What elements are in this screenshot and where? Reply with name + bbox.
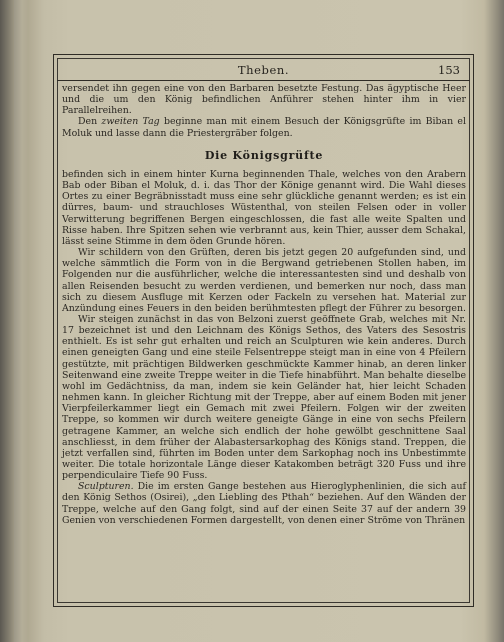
running-title: Theben.: [237, 63, 290, 77]
paragraph: Wir steigen zunächst in das von Belzoni zuerst geöffnete Grab, welches mit Nr. 17 bezeichnet ist und den Leichnam des Königs Sethos, des Vaters des Sesostris enthielt. Es ist sehr gut erhalten und reich an Sculpturen wie kein anderes. Durch einen geneigten Gang und eine steile Felsentreppe steigt man in eine von 4 Pfeilern gestützte, mit prächtigen Bildwerken geschmückte Kammer hinab, an deren linker Seitenwand eine zweite Treppe weiter in die Tiefe hinabführt. Man behalte dieselbe wohl im Gedächtniss, da man, indem sie kein Geländer hat, hier leicht Schaden nehmen kann. In gleicher Richtung mit der Treppe, aber auf einem Boden mit jener Vierpfeilerkammer liegt ein Gemach mit zwei Pfeilern. Folgen wir der zweiten Treppe, so kommen wir durch weitere geneigte Gänge in eine von sechs Pfeilern getragene Kammer, an welche sich endlich der hohe gewölbt geschnittene Saal anschliesst, in dem früher der Alabastersarkophag des Königs stand. Treppen, die jetzt verfallen sind, führten im Boden unter dem Sarkophag noch ins Unbestimmte weiter. Die totale horizontale Länge dieser Katakomben beträgt 320 Fuss und ihre perpendiculaire Tiefe 90 Fuss.: [62, 313, 466, 482]
binding-edge: [0, 0, 14, 642]
paragraph: Wir schildern von den Grüften, deren bis jetzt gegen 20 aufgefunden sind, und welche sämmtlich die Form von in die Bergwand getriebenen Stollen haben, im Folgenden nur die ausführlicher, welche die interessantesten sind und deshalb von allen Reisenden besucht zu werden verdienen, und bemerken nur noch, dass man sich zu diesem Ausfluge mit Kerzen oder Fackeln zu versehen hat. Material zur Anzündung eines Feuers in den beiden berühmtesten pflegt der Führer zu besorgen.: [62, 247, 467, 314]
body-text: [62, 83, 466, 526]
paragraph: [62, 481, 466, 526]
running-header: [53, 60, 474, 82]
paragraph: [62, 116, 466, 138]
paragraph: befinden sich in einem hinter Kurna beginnenden Thale, welches von den Arabern Bab oder Biban el Moluk, d. i. das Thor der Könige genannt wird. Die Wahl dieses Ortes zu einer Begräbnisstadt muss eine sehr glückliche genannt werden; es ist ein dürres, baum- und strauchloses Wüstenthal, von steilen Felsen oder in voller Verwitterung begriffenen Bergen eingeschlossen, die fast alle weite Spalten und Risse haben. Ihre Spitzen sehen wie verbrannt aus, kein Thier, ausser dem Schakal, lässt seine Stimme in dem öden Grunde hören.: [62, 168, 466, 247]
paragraph: versendet ihn gegen eine von den Barbaren besetzte Festung. Das ägyptische Heer und die um den König befindlichen Anführer stehen hinter ihm in vier Parallelreihen.: [62, 83, 466, 117]
text-run: Den: [78, 116, 102, 128]
emphasis: Sculpturen.: [78, 481, 134, 493]
text-run: beginne man mit einem Besuch der Königsgrüfte im Biban el Moluk und lasse dann die Priestergräber folgen.: [62, 116, 466, 139]
header-rule: [57, 80, 470, 81]
emphasis: zweiten Tag: [101, 116, 160, 128]
section-heading: Die Königsgrüfte: [204, 148, 324, 162]
page-number: 153: [438, 63, 460, 77]
text-run: Die im ersten Gange bestehen aus Hieroglyphenlinien, die sich auf den König Sethos (Osirei), „den Liebling des Pthah“ beziehen. Auf den Wänden der Treppe, welche auf den Gang folgt, sind auf der einen Seite 37 auf der andern 39 Genien von verschiedenen Formen dargestellt, von denen einer Ströme von Thränen: [62, 481, 466, 526]
